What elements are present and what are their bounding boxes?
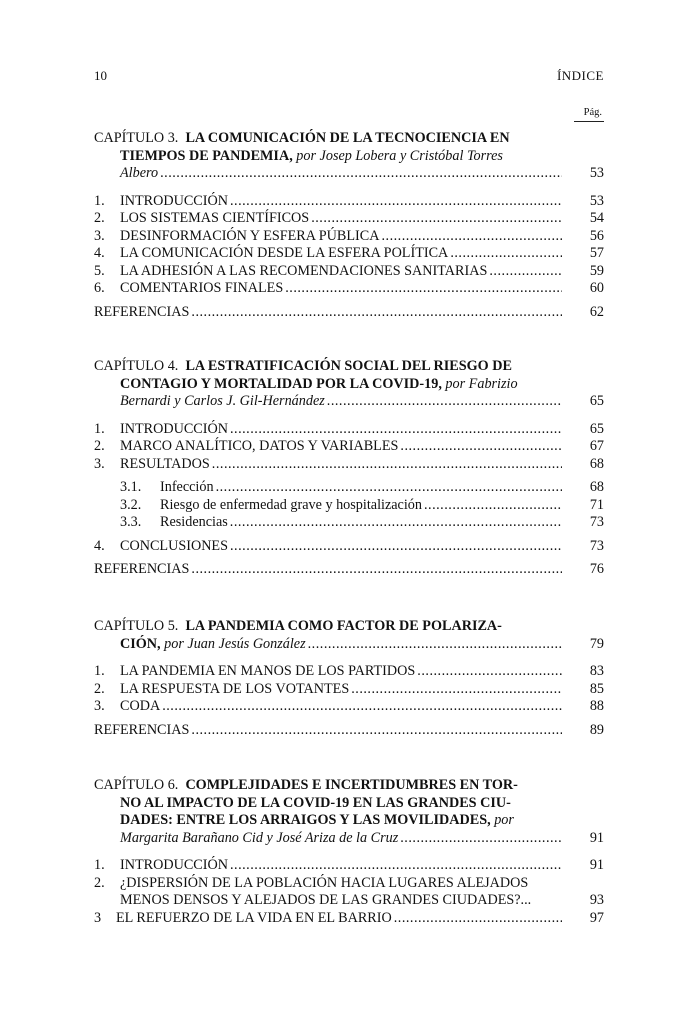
chapter-title: TIEMPOS DE PANDEMIA, [120, 147, 293, 164]
chapter-label: CAPÍTULO 5. [94, 618, 179, 634]
chapter-title: CIÓN, [120, 635, 161, 652]
section-number: 1. [94, 663, 105, 679]
references-title: REFERENCIAS [94, 561, 190, 577]
chapter-5-heading [94, 618, 558, 636]
chapter-6-block [94, 777, 604, 927]
page-ref: 65 [589, 420, 604, 437]
chapter-title: LA COMUNICACIÓN DE LA TECNOCIENCIA EN [185, 130, 510, 146]
page-ref: 83 [589, 663, 604, 679]
section-number: 2. [94, 438, 105, 454]
section-title: RESULTADOS [120, 455, 210, 472]
chapter-title: DADES: ENTRE LOS ARRAIGOS Y LAS MOVILIDADES, [120, 812, 491, 828]
toc-entry[interactable] [94, 210, 604, 228]
chapter-title: LA ESTRATIFICACIÓN SOCIAL DEL RIESGO DE [185, 358, 512, 374]
page-ref: 67 [589, 438, 604, 454]
chapter-4-block [94, 358, 604, 579]
toc-entry[interactable] [94, 228, 604, 246]
toc-subentry[interactable] [94, 479, 604, 497]
section-number: 3. [94, 698, 105, 714]
toc-entry[interactable] [94, 636, 604, 654]
page-ref: 53 [589, 165, 604, 181]
section-title: LA RESPUESTA DE LOS VOTANTES [120, 680, 350, 697]
page-ref: 68 [589, 455, 604, 472]
chapter-title: CONTAGIO Y MORTALIDAD POR LA COVID-19, [120, 375, 442, 392]
subsection-number: 3.3. [120, 514, 142, 530]
section-number: 3. [94, 455, 105, 472]
section-number: 6. [94, 280, 105, 296]
toc-entry[interactable] [94, 456, 604, 474]
section-number: 3. [94, 227, 105, 244]
toc-entry[interactable] [94, 438, 604, 456]
page-ref: 73 [589, 514, 604, 530]
section-title: COMENTARIOS FINALES [120, 280, 284, 296]
toc-entry[interactable] [94, 830, 604, 848]
page-ref: 68 [589, 479, 604, 495]
chapter-title: LA PANDEMIA COMO FACTOR DE POLARIZA- [185, 618, 502, 634]
section-number: 4. [94, 245, 105, 261]
chapter-authors: por Juan Jesús González [164, 635, 306, 652]
toc-entry[interactable] [94, 263, 604, 281]
section-title: DESINFORMACIÓN Y ESFERA PÚBLICA [120, 227, 380, 244]
page-ref: 85 [589, 680, 604, 697]
toc-entry[interactable] [94, 681, 604, 699]
references-title: REFERENCIAS [94, 303, 190, 320]
page-ref: 89 [589, 721, 604, 738]
page-ref: 54 [589, 210, 604, 226]
page-ref: 88 [589, 698, 604, 714]
section-number: 1. [94, 857, 105, 873]
chapter-authors: Margarita Barañano Cid y José Ariza de la Cruz [120, 829, 399, 846]
section-number: 3 [94, 909, 102, 926]
chapter-title: NO AL IMPACTO DE LA COVID-19 EN LAS GRANDES CIU- [120, 794, 511, 811]
toc-entry[interactable] [94, 892, 604, 910]
section-number: 2. [94, 874, 105, 891]
subsection-title: Infección [160, 479, 214, 495]
section-title: LOS SISTEMAS CIENTÍFICOS [120, 210, 310, 226]
section-number: 1. [94, 420, 105, 437]
chapter-6-heading [94, 777, 558, 830]
section-title: INTRODUCCIÓN [120, 420, 228, 437]
toc-entry[interactable] [94, 663, 604, 681]
chapter-label: CAPÍTULO 3. [94, 130, 179, 146]
section-title: LA PANDEMIA EN MANOS DE LOS PARTIDOS [120, 663, 416, 679]
section-title: CODA [120, 698, 161, 714]
page-column-label: Pág. [574, 107, 604, 122]
subsection-title: Residencias [160, 514, 228, 530]
section-title: MENOS DENSOS Y ALEJADOS DE LAS GRANDES CIUDADES?... [120, 892, 532, 908]
section-number: 2. [94, 680, 105, 697]
chapter-authors: Albero [120, 165, 159, 181]
page-ref: 53 [589, 192, 604, 209]
page-ref: 62 [589, 303, 604, 320]
page-ref: 73 [589, 537, 604, 554]
page-ref: 91 [589, 829, 604, 846]
toc-entry[interactable] [94, 857, 604, 875]
toc-subentry[interactable] [94, 497, 604, 515]
chapter-3-heading [94, 130, 558, 165]
subsection-number: 3.2. [120, 496, 142, 513]
section-title: MARCO ANALÍTICO, DATOS Y VARIABLES [120, 438, 399, 454]
page-ref: 56 [589, 227, 604, 244]
page-ref: 65 [589, 393, 604, 409]
toc-entry-references[interactable] [94, 304, 604, 322]
toc-entry[interactable] [94, 698, 604, 716]
section-number: 4. [94, 537, 105, 554]
chapter-label: CAPÍTULO 6. [94, 777, 179, 793]
toc-entry[interactable] [94, 193, 604, 211]
subsection-title: Riesgo de enfermedad grave y hospitalización [160, 496, 422, 513]
toc-entry[interactable] [94, 910, 604, 928]
page-ref: 91 [589, 857, 604, 873]
page-ref: 93 [589, 892, 604, 908]
section-number: 2. [94, 210, 105, 226]
section-title: ¿DISPERSIÓN DE LA POBLACIÓN HACIA LUGARES ALEJADOS [120, 874, 529, 891]
chapter-authors: por [494, 812, 514, 828]
page-ref: 79 [589, 635, 604, 652]
chapter-title: COMPLEJIDADES E INCERTIDUMBRES EN TOR- [185, 777, 518, 793]
chapter-4-heading [94, 358, 558, 393]
section-title: INTRODUCCIÓN [120, 857, 228, 873]
chapter-label: CAPÍTULO 4. [94, 358, 179, 374]
toc-entry-references[interactable] [94, 722, 604, 740]
toc-entry[interactable] [94, 538, 604, 556]
page-ref: 71 [589, 496, 604, 513]
toc-entry[interactable] [94, 245, 604, 263]
section-title: CONCLUSIONES [120, 537, 228, 554]
chapter-authors: Bernardi y Carlos J. Gil-Hernández [120, 393, 325, 409]
page-ref: 59 [589, 262, 604, 279]
chapter-3-block [94, 130, 604, 321]
section-title: EL REFUERZO DE LA VIDA EN EL BARRIO [116, 909, 392, 926]
section-number: 1. [94, 192, 105, 209]
subsection-number: 3.1. [120, 479, 142, 495]
page-ref: 60 [589, 280, 604, 296]
chapter-5-block [94, 618, 604, 739]
toc-entry[interactable] [94, 165, 604, 183]
section-title: LA COMUNICACIÓN DESDE LA ESFERA POLÍTICA [120, 245, 449, 261]
toc-entry[interactable] [94, 393, 604, 411]
toc-entry-references[interactable] [94, 561, 604, 579]
page-ref: 76 [589, 561, 604, 577]
chapter-authors: por Fabrizio [445, 375, 518, 392]
page-number: 10 [94, 68, 107, 83]
toc-entry[interactable] [94, 875, 604, 893]
toc-entry[interactable] [94, 421, 604, 439]
running-head: ÍNDICE [556, 68, 604, 83]
references-title: REFERENCIAS [94, 721, 190, 738]
page-ref: 97 [589, 909, 604, 926]
toc-subentry[interactable] [94, 514, 604, 532]
section-title: LA ADHESIÓN A LAS RECOMENDACIONES SANITARIAS [120, 262, 488, 279]
page-ref: 57 [589, 245, 604, 261]
toc-entry[interactable] [94, 280, 604, 298]
section-title: INTRODUCCIÓN [120, 192, 228, 209]
section-number: 5. [94, 262, 105, 279]
chapter-authors: por Josep Lobera y Cristóbal Torres [296, 147, 503, 164]
